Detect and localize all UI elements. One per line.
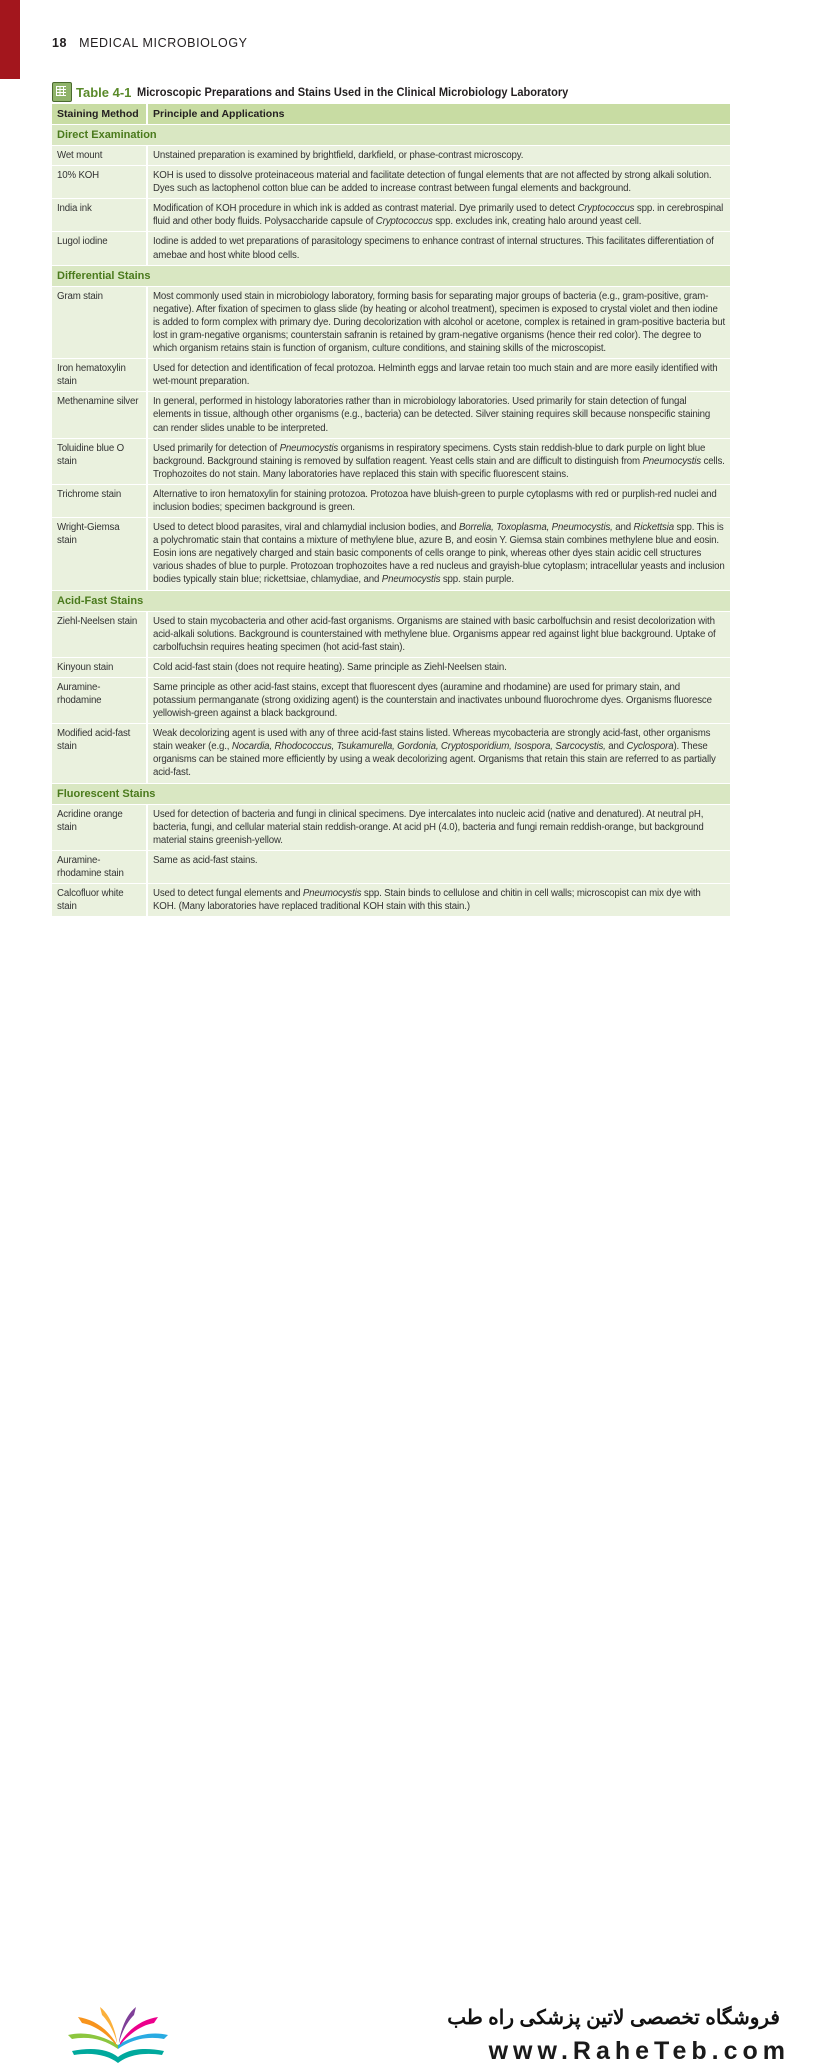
table-row	[52, 485, 730, 518]
watermark-persian: فروشگاه تخصصی لاتین پزشکی راه طب	[447, 2007, 780, 2029]
table-row	[52, 805, 730, 851]
table-header-row	[52, 104, 730, 125]
staining-method-cell: Gram stain	[52, 287, 148, 358]
running-head	[52, 36, 248, 50]
section-heading: Differential Stains	[52, 266, 730, 287]
principle-cell: KOH is used to dissolve proteinaceous material and facilitate detection of fungal elements that are not affected by strong alkali solution. Dyes such as lactophenol cotton blue can be added to increase contrast between fungal elements and background.	[153, 170, 712, 195]
staining-method-cell: Toluidine blue O stain	[52, 439, 148, 484]
chapter-tab	[0, 0, 20, 79]
table-title	[52, 81, 732, 103]
staining-method-cell: Wet mount	[52, 146, 148, 165]
header-principle: Principle and Applications	[153, 108, 285, 120]
watermark-footer	[0, 995, 820, 2065]
staining-method-cell: Modified acid-fast stain	[52, 724, 148, 782]
table-row	[52, 146, 730, 166]
table-icon	[52, 82, 72, 102]
table-row	[52, 392, 730, 438]
staining-method-cell: Auramine-rhodamine stain	[52, 851, 148, 883]
table-row	[52, 439, 730, 485]
stains-table	[52, 104, 730, 917]
principle-cell: Used primarily for detection of Pneumocystis organisms in respiratory specimens. Cysts stain reddish-blue to dark purple on light blue background. Background staining is removed by sulfation reagent. Yeast cells stain and are difficult to distinguish from Pneumocystis cells. Trophozoites do not stain. Many laboratories have replaced this stain with specific fluorescent stains.	[153, 442, 725, 480]
table-row	[52, 166, 730, 199]
section-heading: Direct Examination	[52, 125, 730, 146]
watermark-url: www.RaheTeb.com	[488, 2037, 790, 2065]
table-row	[52, 287, 730, 359]
staining-method-cell: Ziehl-Neelsen stain	[52, 612, 148, 657]
table-row	[52, 359, 730, 392]
section-heading: Fluorescent Stains	[52, 784, 730, 805]
table-caption: Microscopic Preparations and Stains Used in the Clinical Microbiology Laboratory	[137, 85, 569, 99]
principle-cell: Modification of KOH procedure in which ink is added as contrast material. Dye primarily used to detect Cryptococcus spp. in cerebrospinal fluid and other body fluids. Polysaccharide capsule of Cryptococcus spp. excludes ink, creating halo around yeast cell.	[153, 203, 724, 228]
book-logo-icon	[62, 2005, 174, 2065]
staining-method-cell: 10% KOH	[52, 166, 148, 198]
header-staining-method: Staining Method	[52, 104, 148, 124]
principle-cell: Used to detect blood parasites, viral and chlamydial inclusion bodies, and Borrelia, Toxoplasma, Pneumocystis, and Rickettsia spp. This is a polychromatic stain that contains a mixture of methylene blue, azure B, and eosin Y. Giemsa stain combines methylene blue and eosin. Eosin ions are negatively charged and stain basic components of cells orange to pink, whereas other dyes stain acidic cell structures various shades of blue to purple. Protozoan trophozoites have a red nucleus and grayish-blue cytoplasm; intracellular yeasts and inclusion bodies typically stain blue; rickettsiae, chlamydiae, and Pneumocystis spp. stain purple.	[153, 522, 725, 586]
principle-cell: In general, performed in histology laboratories rather than in microbiology laboratories. Used primarily for stain detection of fungal elements in tissue, although other organisms (e.g., bacteria) can be detected. Silver staining requires skill because nonspecific staining can render slides unable to be interpreted.	[153, 396, 711, 434]
principle-cell: Most commonly used stain in microbiology laboratory, forming basis for separating major groups of bacteria (e.g., gram-positive, gram-negative). After fixation of specimen to glass slide (by heating or alcohol treatment), specimen is exposed to crystal violet and then iodine is added to form complex with primary dye. During decolorization with alcohol or acetone, complex is retained in gram-positive bacteria but lost in gram-negative organisms; counterstain safranin is retained by gram-negative organisms (hence their red color). The degree to which organism retains stain is function of organism, culture conditions, and staining skills of the microscopist.	[153, 290, 725, 355]
staining-method-cell: India ink	[52, 199, 148, 231]
table-row	[52, 884, 730, 917]
table-row	[52, 724, 730, 783]
staining-method-cell: Methenamine silver	[52, 392, 148, 437]
book-title: MEDICAL MICROBIOLOGY	[79, 36, 248, 50]
table-row	[52, 612, 730, 658]
page-number: 18	[52, 36, 68, 50]
section-heading: Acid-Fast Stains	[52, 591, 730, 612]
table-row	[52, 518, 730, 590]
principle-cell: Used for detection of bacteria and fungi in clinical specimens. Dye intercalates into nucleic acid (native and denatured). At neutral pH, bacteria, fungi, and cellular material stain reddish-orange. At acid pH (4.0), bacteria and fungi remain reddish-orange, but background material stains greenish-yellow.	[153, 808, 704, 846]
table-label: Table 4-1	[76, 84, 132, 100]
table-row	[52, 199, 730, 232]
principle-cell: Unstained preparation is examined by brightfield, darkfield, or phase-contrast microscopy.	[153, 150, 524, 161]
principle-cell: Alternative to iron hematoxylin for staining protozoa. Protozoa have bluish-green to purple cytoplasms with red or purplish-red nuclei and inclusion bodies; specimen background is green.	[153, 488, 717, 513]
principle-cell: Iodine is added to wet preparations of parasitology specimens to enhance contrast of internal structures. This facilitates differentiation of amebae and host white blood cells.	[153, 236, 714, 261]
table-row	[52, 658, 730, 678]
table-row	[52, 851, 730, 884]
principle-cell: Same as acid-fast stains.	[153, 854, 258, 866]
staining-method-cell: Acridine orange stain	[52, 805, 148, 850]
staining-method-cell: Wright-Giemsa stain	[52, 518, 148, 589]
principle-cell: Used to detect fungal elements and Pneumocystis spp. Stain binds to cellulose and chitin in cell walls; microscopist can mix dye with KOH. (Many laboratories have replaced traditional KOH stain with this stain.)	[153, 888, 701, 913]
staining-method-cell: Trichrome stain	[52, 485, 148, 517]
staining-method-cell: Calcofluor white stain	[52, 884, 148, 916]
staining-method-cell: Lugol iodine	[52, 232, 148, 264]
principle-cell: Cold acid-fast stain (does not require heating). Same principle as Ziehl-Neelsen stain.	[153, 661, 507, 673]
staining-method-cell: Kinyoun stain	[52, 658, 148, 677]
staining-method-cell: Auramine-rhodamine	[52, 678, 148, 723]
principle-cell: Used to stain mycobacteria and other acid-fast organisms. Organisms are stained with basic carbolfuchsin and resist decolorization with acid-alkali solutions. Background is counterstained with methylene blue. Organisms appear red against light blue background. Uptake of carbolfuchsin requires heating specimen (hot acid-fast stain).	[153, 615, 716, 653]
principle-cell: Weak decolorizing agent is used with any of three acid-fast stains listed. Whereas mycobacteria are strongly acid-fast, other organisms stain weaker (e.g., Nocardia, Rhodococcus, Tsukamurella, Gordonia, Cryptosporidium, Isospora, Sarcocystis, and Cyclospora). These organisms can be stained more efficiently by using a weak decolorizing agent. Organisms that retain this stain are referred to as partially acid-fast.	[153, 728, 716, 779]
staining-method-cell: Iron hematoxylin stain	[52, 359, 148, 391]
principle-cell: Used for detection and identification of fecal protozoa. Helminth eggs and larvae retain too much stain and are more easily identified with wet-mount preparation.	[153, 363, 718, 388]
table-row	[52, 232, 730, 265]
table-row	[52, 678, 730, 724]
principle-cell: Same principle as other acid-fast stains, except that fluorescent dyes (auramine and rhodamine) are used for primary stain, and potassium permanganate (strong oxidizing agent) is the counterstain and inactivates unbound fluorochrome dyes. Organisms fluoresce yellowish-green against a black background.	[153, 681, 712, 720]
